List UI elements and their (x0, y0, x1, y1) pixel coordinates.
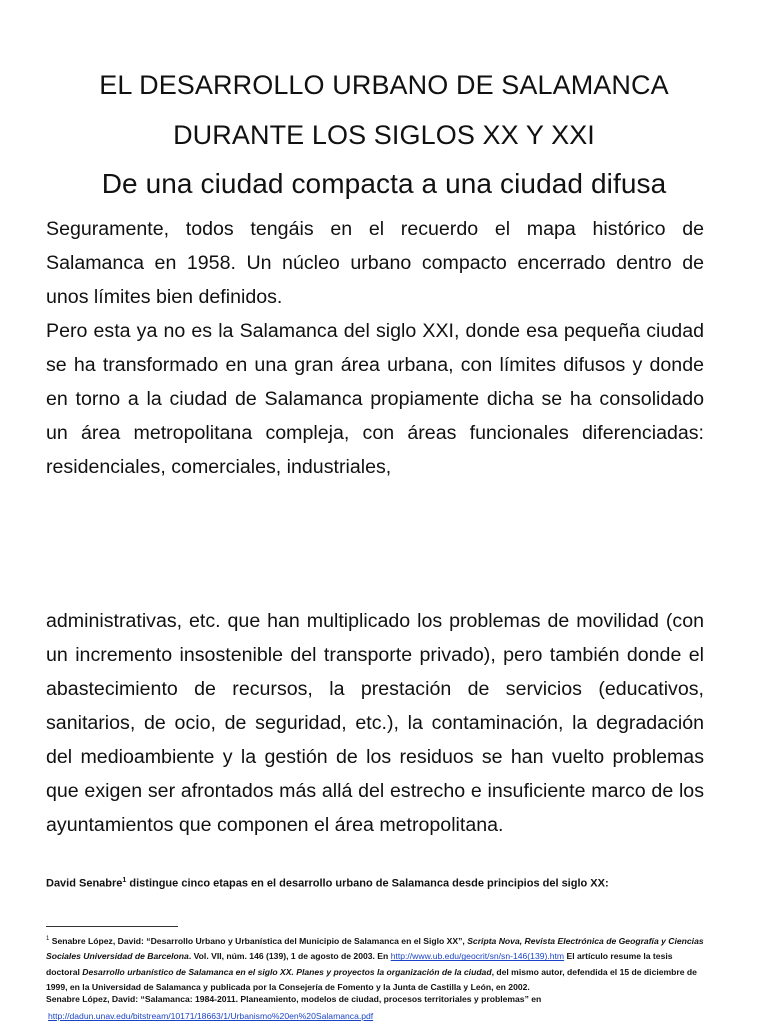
footnote-separator (46, 926, 178, 927)
footnote-1-thesis: Desarrollo urbanístico de Salamanca en el siglo XX. Planes y proyectos la organización de la ciudad (82, 966, 492, 977)
title-line-1: EL DESARROLLO URBANO DE SALAMANCA (99, 70, 669, 100)
paragraph-3: administrativas, etc. que han multiplicado los problemas de movilidad (con un incremento insostenible del transporte privado), pero también donde el abastecimiento de recursos, la prestación de servicios (educativos, sanitarios, de ocio, de seguridad, etc.), la contaminación, la degradación del medioambiente y la gestión de los residuos se han vuelto problemas que exigen ser afrontados más allá del estrecho e insuficiente marco de los ayuntamientos que componen el área metropolitana. (46, 610, 704, 836)
stages-intro (46, 877, 726, 890)
footnote-3 (48, 1009, 706, 1025)
footnote-1-link[interactable]: http://www.ub.edu/geocrit/sn/sn-146(139).htm (390, 951, 565, 962)
footnote-1-number: 1 (46, 936, 50, 942)
footnote-2 (46, 992, 704, 1008)
paragraph-1: Seguramente, todos tengáis en el recuerdo el mapa histórico de Salamanca en 1958. Un núcleo urbano compacto encerrado dentro de unos límites bien definidos. (46, 218, 704, 308)
paragraph-2: Pero esta ya no es la Salamanca del siglo XXI, donde esa pequeña ciudad se ha transformado en una gran área urbana, con límites difusos y donde en torno a la ciudad de Salamanca propiamente dicha se ha consolidado un área metropolitana compleja, con áreas funcionales diferenciadas: residenciales, comerciales, industriales, (46, 320, 704, 478)
footnote-1 (46, 932, 704, 996)
footnote-ref[interactable]: 1 (122, 877, 127, 884)
intro-author: David Senabre (46, 877, 123, 890)
footnote-1-journal: Scripta Nova, Revista Electrónica de Geografía y Ciencias Sociales Universidad de Barcelona (46, 935, 704, 962)
footnote-1-after-link: El artículo resume la tesis doctoral (46, 951, 673, 977)
footnote-1-tail: , del mismo autor, defendida el 15 de diciembre de 1999, en la Universidad de Salamanca y publicada por la Consejería de Fomento y la Junta de Castilla y León, en 2002. (46, 966, 697, 993)
footnote-2-text: Senabre López, David: “Salamanca: 1984-2011. Planeamiento, modelos de ciudad, procesos territoriales y problemas” en (46, 994, 542, 1004)
intro-text: distingue cinco etapas en el desarrollo urbano de Salamanca desde principios del siglo XX: (126, 877, 609, 890)
footnote-1-volume: . Vol. VII, núm. 146 (139), 1 de agosto de 2003. En (188, 951, 391, 962)
subtitle: De una ciudad compacta a una ciudad difusa (101, 168, 667, 199)
footnote-3-link[interactable]: http://dadun.unav.edu/bitstream/10171/18663/1/Urbanismo%20en%20Salamanca.pdf (48, 1011, 374, 1021)
title-line-2: DURANTE LOS SIGLOS XX Y XXI (173, 120, 595, 150)
footnote-1-author: Senabre López, David: “Desarrollo Urbano y Urbanística del Municipio de Salamanca en el Siglo XX”, (49, 935, 468, 946)
